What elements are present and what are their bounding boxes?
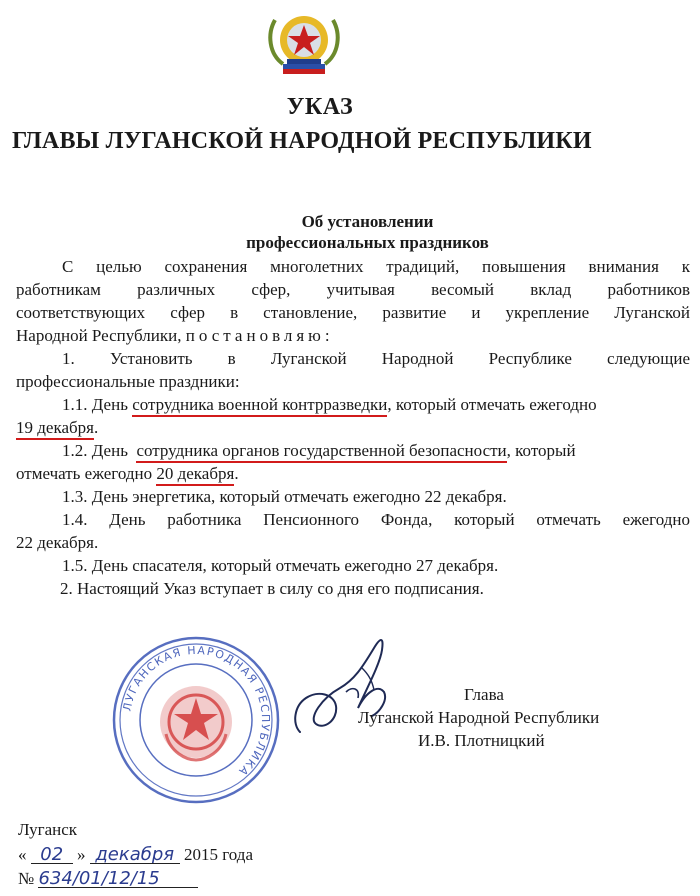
item-1-1-cont bbox=[16, 416, 690, 439]
preamble-text: Народной Республики, bbox=[16, 326, 182, 345]
signatory-position: Глава bbox=[464, 685, 504, 704]
item-text: отмечать ежегодно bbox=[16, 464, 153, 483]
date-day: 02 bbox=[31, 843, 73, 866]
signatory-org: Луганской Народной Республики bbox=[358, 708, 600, 727]
item-1-5: 1.5. День спасателя, который отмечать ежегодно 27 декабря. bbox=[62, 556, 499, 575]
preamble-line: соответствующих сфер в становление, развитие и укрепление Луганской bbox=[16, 303, 690, 322]
item-1-4-cont: 22 декабря. bbox=[16, 533, 99, 552]
number-prefix: № bbox=[18, 869, 35, 888]
signature-icon bbox=[262, 628, 412, 748]
resolve-word: постановляю: bbox=[185, 326, 334, 345]
preamble-line bbox=[16, 324, 690, 347]
decree-title: УКАЗ bbox=[286, 94, 354, 120]
item-1-cont: профессиональные праздники: bbox=[16, 372, 240, 391]
item-1-2-cont bbox=[16, 462, 690, 485]
item-text: 1.1. День bbox=[62, 395, 128, 414]
signatory-name: И.В. Плотницкий bbox=[418, 731, 545, 750]
emblem-icon bbox=[263, 6, 345, 82]
item-text: , который bbox=[506, 441, 576, 460]
underlined-date: 19 декабря bbox=[16, 418, 94, 440]
date-year: 2015 года bbox=[184, 845, 254, 864]
decree-body bbox=[16, 255, 690, 600]
city-label: Луганск bbox=[18, 820, 78, 839]
date-quote-open: « bbox=[18, 845, 27, 864]
number-value: 634/01/12/15 bbox=[38, 867, 198, 890]
preamble-line: С целью сохранения многолетних традиций, повышения внимания к bbox=[62, 257, 690, 276]
item-1: 1. Установить в Луганской Народной Республике следующие bbox=[62, 349, 690, 368]
item-text: 1.2. День bbox=[62, 441, 128, 460]
item-1-2 bbox=[16, 439, 690, 462]
document-date bbox=[18, 843, 253, 866]
document-number bbox=[18, 867, 198, 890]
subject-line-2: профессиональных праздников bbox=[246, 233, 489, 252]
underlined-text: сотрудника военной контрразведки bbox=[132, 395, 387, 417]
official-seal-icon bbox=[110, 634, 282, 806]
underlined-date: 20 декабря bbox=[156, 464, 234, 486]
item-1-3: 1.3. День энергетика, который отмечать ежегодно 22 декабря. bbox=[62, 487, 507, 506]
subject-line-1: Об установлении bbox=[301, 212, 434, 231]
underlined-text: сотрудника органов государственной безопасности bbox=[136, 441, 506, 463]
date-quote-close: » bbox=[77, 845, 86, 864]
seal-text: ЛУГАНСКАЯ НАРОДНАЯ РЕСПУБЛИКА bbox=[120, 643, 273, 779]
item-text: . bbox=[93, 418, 99, 437]
item-text: . bbox=[234, 464, 239, 483]
item-1-1 bbox=[16, 393, 690, 416]
item-2: 2. Настоящий Указ вступает в силу со дня его подписания. bbox=[60, 579, 484, 598]
date-month: декабря bbox=[90, 843, 180, 866]
item-1-4: 1.4. День работника Пенсионного Фонда, который отмечать ежегодно bbox=[62, 510, 690, 529]
decree-issuer: ГЛАВЫ ЛУГАНСКОЙ НАРОДНОЙ РЕСПУБЛИКИ bbox=[12, 128, 592, 154]
preamble-line: работникам различных сфер, учитывая весомый вклад работников bbox=[16, 280, 690, 299]
item-text: , который отмечать ежегодно bbox=[387, 395, 597, 414]
